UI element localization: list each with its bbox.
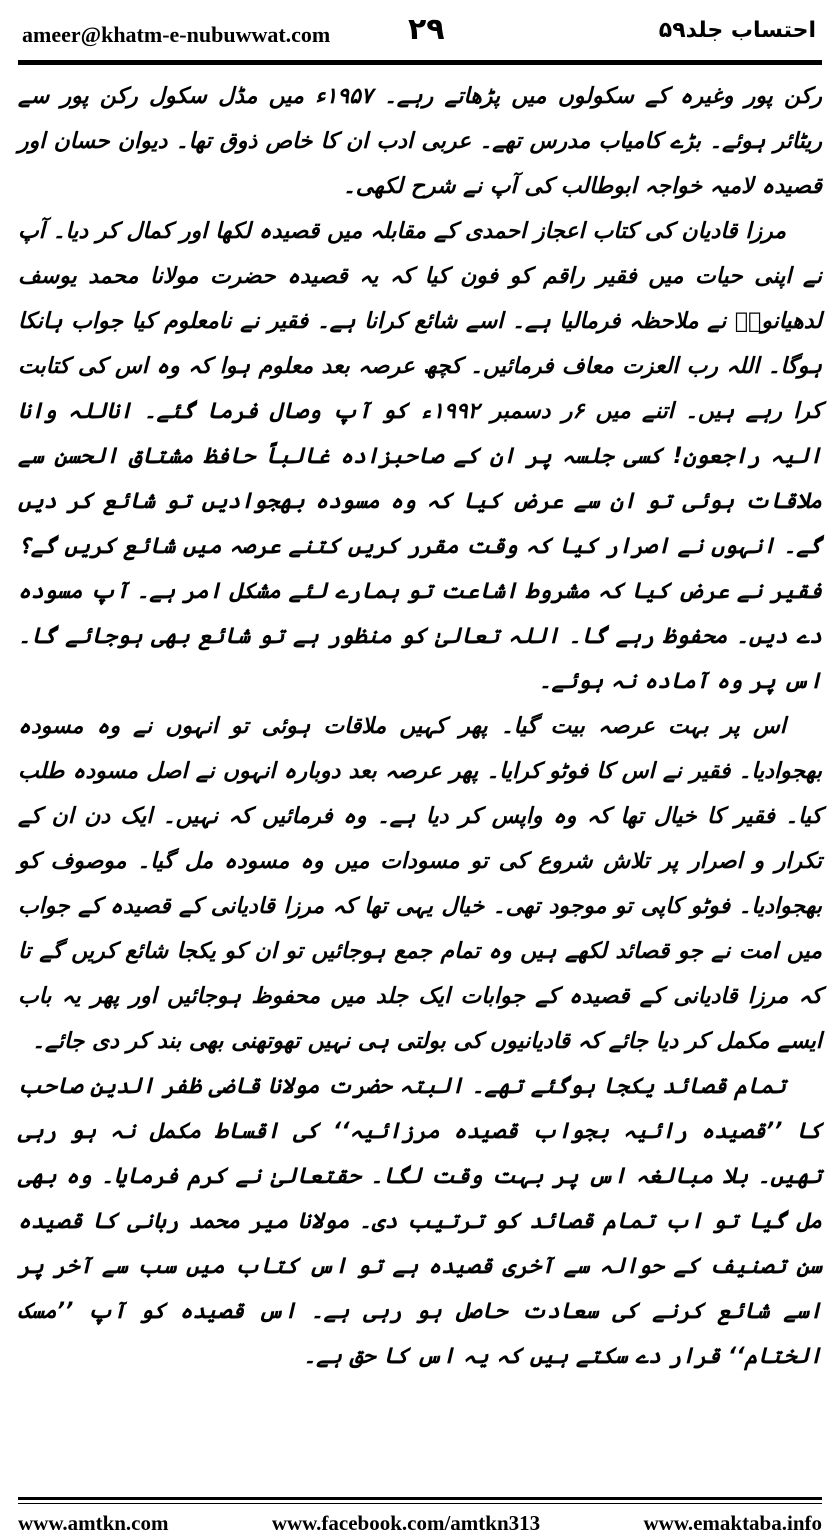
paragraph-2: مرزا قادیان کی کتاب اعجاز احمدی کے مقابلہ میں قصیدہ لکھا اور کمال کر دیا۔ آپ نے اپنی حیات میں فقیر راقم کو فون کیا کہ یہ قصیدہ حضرت مولانا محمد یوسف لدھیانویؒ نے ملاحظہ فرمالیا ہے۔ اسے شائع کرانا ہے۔ فقیر نے نامعلوم کیا جواب ہانکا ہوگا۔ اللہ رب العزت معاف فرمائیں۔ کچھ عرصہ بعد معلوم ہوا کہ وہ اس کی کتابت کرا رہے ہیں۔ اتنے میں ۶ر دسمبر ۱۹۹۲ء کو آپ وصال فرما گئے۔ اناللہ وانا الیہ راجعون! کسی جلسہ پر ان کے صاحبزادہ غالباً حافظ مشتاق الحسن سے ملاقات ہوئی تو ان سے عرض کیا کہ وہ مسودہ بھجوادیں تو شائع کر دیں گے۔ انہوں نے اصرار کیا کہ وقت مقرر کریں کتنے عرصہ میں شائع کریں گے؟ فقیر نے عرض کیا کہ مشروط اشاعت تو ہمارے لئے مشکل امر ہے۔ آپ مسودہ دے دیں۔ محفوظ رہے گا۔ اللہ تعالیٰ کو منظور ہے تو شائع بھی ہوجائے گا۔ اس پر وہ آمادہ نہ ہوئے۔ [18, 219, 822, 694]
volume-title: احتساب جلد۵۹ [658, 18, 816, 43]
header-email: ameer@khatm-e-nubuwwat.com [22, 22, 331, 47]
page-number: ۲۹ [408, 12, 445, 47]
paragraph-3: اس پر بہت عرصہ بیت گیا۔ پھر کہیں ملاقات ہوئی تو انہوں نے وہ مسودہ بھجوادیا۔ فقیر نے اس کا فوٹو کرایا۔ پھر عرصہ بعد دوبارہ انہوں نے اصل مسودہ طلب کیا۔ فقیر کا خیال تھا کہ وہ واپس کر دیا ہے۔ وہ فرمائیں کہ نہیں۔ ایک دن ان کے تکرار و اصرار پر تلاش شروع کی تو مسودات میں وہ مسودہ مل گیا۔ موصوف کو بھجوادیا۔ فوٹو کاپی تو موجود تھی۔ خیال یہی تھا کہ مرزا قادیانی کے قصیدہ کے جواب میں امت نے جو قصائد لکھے ہیں وہ تمام جمع ہوجائیں تو ان کو یکجا شائع کریں گے تا کہ مرزا قادیانی کے قصیدہ کے جوابات ایک جلد میں محفوظ ہوجائیں اور پھر یہ باب ایسے مکمل کر دیا جائے کہ قادیانیوں کی بولتی ہی نہیں تھوتھنی بھی بند کر دی جائے۔ [18, 714, 822, 1054]
footer-link-emaktaba[interactable]: www.emaktaba.info [643, 1510, 822, 1535]
header-rule [18, 60, 822, 65]
footer-rule [18, 1497, 822, 1500]
paragraph-4: تمام قصائد یکجا ہوگئے تھے۔ البتہ حضرت مولانا قاضی ظفر الدین صاحب کا ’’قصیدہ رائیہ بجواب قصیدہ مرزائیہ‘‘ کی اقساط مکمل نہ ہو رہی تھیں۔ بلا مبالغہ اس پر بہت وقت لگا۔ حقتعالیٰ نے کرم فرمایا۔ وہ بھی مل گیا تو اب تمام قصائد کو ترتیب دی۔ مولانا میر محمد ربانی کا قصیدہ سن تصنیف کے حوالہ سے آخری قصیدہ ہے تو اس کتاب میں سب سے آخر پر اسے شائع کرنے کی سعادت حاصل ہو رہی ہے۔ اس قصیدہ کو آپ ’’مسک الختام‘‘ قرار دے سکتے ہیں کہ یہ اس کا حق ہے۔ [18, 1074, 822, 1369]
footer-link-facebook[interactable]: www.facebook.com/amtkn313 [271, 1510, 541, 1535]
page-body [18, 74, 822, 1379]
paragraph-1: رکن پور وغیرہ کے سکولوں میں پڑھاتے رہے۔ ۱۹۵۷ء میں مڈل سکول رکن پور سے ریٹائر ہوئے۔ بڑے کامیاب مدرس تھے۔ عربی ادب ان کا خاص ذوق تھا۔ دیوان حسان اور قصیدہ لامیہ خواجہ ابوطالب کی آپ نے شرح لکھی۔ [18, 84, 822, 199]
footer-rule-thin [18, 1503, 822, 1504]
footer-link-amtkn[interactable]: www.amtkn.com [18, 1510, 169, 1535]
page-footer [18, 1508, 822, 1538]
page-header [0, 0, 840, 64]
